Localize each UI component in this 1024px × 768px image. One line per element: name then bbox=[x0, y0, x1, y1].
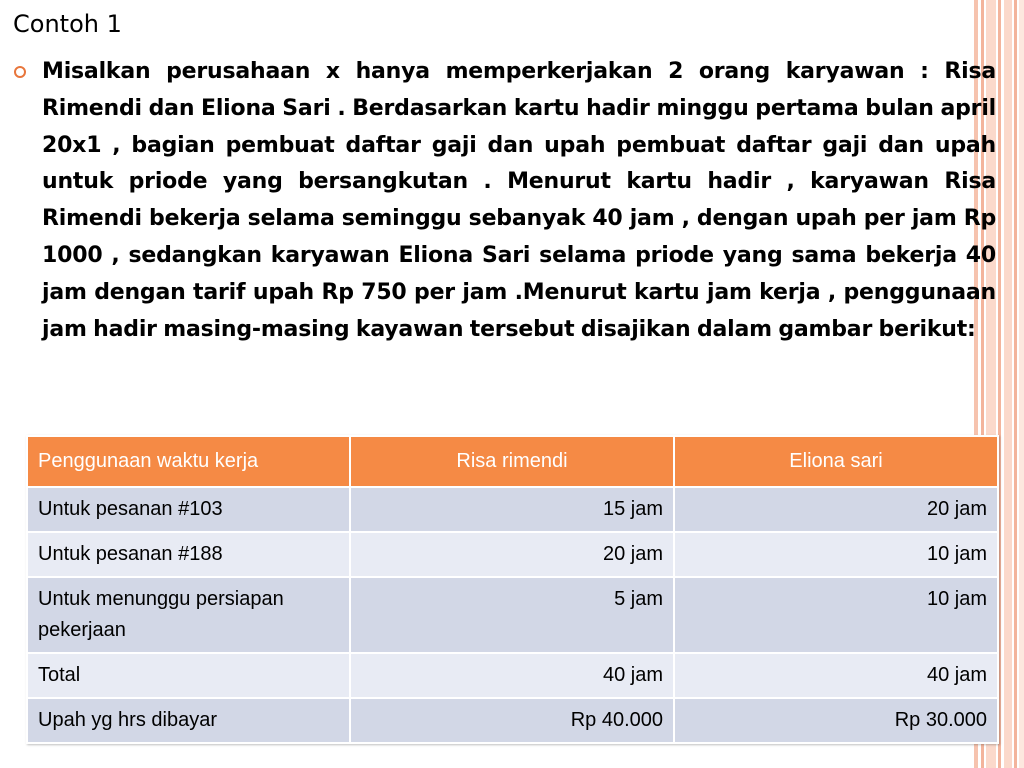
table-cell: Rp 40.000 bbox=[350, 698, 674, 743]
header-cell: Eliona sari bbox=[674, 436, 998, 487]
table-row bbox=[27, 487, 998, 532]
table-row bbox=[27, 653, 998, 698]
wage-table bbox=[26, 435, 999, 744]
table-row bbox=[27, 698, 998, 743]
decorative-stripe bbox=[1014, 0, 1017, 768]
table-cell: 5 jam bbox=[350, 577, 674, 653]
table-cell: 40 jam bbox=[674, 653, 998, 698]
row-label: Untuk pesanan #103 bbox=[27, 487, 350, 532]
table-cell: 20 jam bbox=[674, 487, 998, 532]
decorative-stripe bbox=[1019, 0, 1024, 768]
table-row bbox=[27, 532, 998, 577]
header-cell: Penggunaan waktu kerja bbox=[27, 436, 350, 487]
table-cell: 10 jam bbox=[674, 532, 998, 577]
body-paragraph: Misalkan perusahaan x hanya memperkerjakan 2 orang karyawan : Risa Rimendi dan Eliona Sari . Berdasarkan kartu hadir minggu pertama bulan april 20x1 , bagian pembuat daftar gaji dan upah pembuat daftar gaji dan upah untuk priode yang bersangkutan . Menurut kartu hadir , karyawan Risa Rimendi bekerja selama seminggu sebanyak 40 jam , dengan upah per jam Rp 1000 , sedangkan karyawan Eliona Sari selama priode yang sama bekerja 40 jam dengan tarif upah Rp 750 per jam .Menurut kartu jam kerja , penggunaan jam hadir masing-masing kayawan tersebut disajikan dalam gambar berikut: bbox=[42, 59, 996, 342]
slide-title: Contoh 1 bbox=[13, 10, 122, 38]
table-row bbox=[27, 577, 998, 653]
row-label: Total bbox=[27, 653, 350, 698]
row-label: Untuk pesanan #188 bbox=[27, 532, 350, 577]
table-cell: Rp 30.000 bbox=[674, 698, 998, 743]
table-cell: 40 jam bbox=[350, 653, 674, 698]
row-label: Upah yg hrs dibayar bbox=[27, 698, 350, 743]
row-label: Untuk menunggu persiapan pekerjaan bbox=[27, 577, 350, 653]
table-cell: 15 jam bbox=[350, 487, 674, 532]
decorative-stripe bbox=[1004, 0, 1012, 768]
table-header-row bbox=[27, 436, 998, 487]
header-cell: Risa rimendi bbox=[350, 436, 674, 487]
table-cell: 20 jam bbox=[350, 532, 674, 577]
table-cell: 10 jam bbox=[674, 577, 998, 653]
bullet-icon bbox=[14, 66, 26, 78]
